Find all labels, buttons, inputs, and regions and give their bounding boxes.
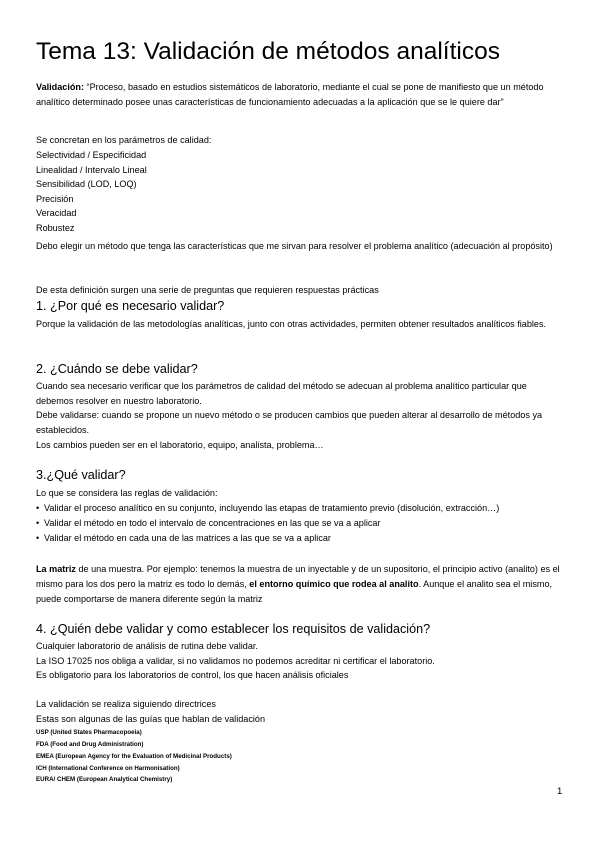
q1-text: Porque la validación de las metodologías analíticas, junto con otras actividades, permiten obtener resultados analíticos fiables. (36, 319, 547, 329)
param-item: Robustez (36, 223, 75, 233)
page-title: Tema 13: Validación de métodos analíticos (36, 38, 500, 65)
q3-bullet: • Validar el método en cada una de las matrices a las que se va a aplicar (36, 531, 331, 546)
bullet-icon: • (36, 518, 40, 528)
guide-item: EMEA (European Agency for the Evaluation of Medicinal Products) (36, 753, 232, 760)
page-number: 1 (557, 786, 563, 797)
param-item: Sensibilidad (LOD, LOQ) (36, 179, 137, 189)
directrices-line: La validación se realiza siguiendo directrices (36, 699, 216, 709)
bullet-icon: • (36, 533, 40, 543)
q2-paragraph: Cuando sea necesario verificar que los parámetros de calidad del método se adecuan al problema analítico particular que debemos resolver en nuestro laboratorio. (36, 381, 527, 406)
q2-paragraph: Debe validarse: cuando se propone un nuevo método o se producen cambios que pueden alterar al desarrollo de métodos ya establecidos. (36, 410, 543, 435)
q4-heading: 4. ¿Quién debe validar y como establecer los requisitos de validación? (36, 622, 431, 636)
q2-heading: 2. ¿Cuándo se debe validar? (36, 362, 198, 376)
q4-line: La ISO 17025 nos obliga a validar, si no validamos no podemos acreditar ni certificar el laboratorio. (36, 656, 435, 666)
bullet-icon: • (36, 503, 40, 513)
validacion-label: Validación: (36, 82, 85, 92)
guide-item: ICH (International Conference on Harmonisation) (36, 765, 180, 772)
q3-bullet: • Validar el proceso analítico en su conjunto, incluyendo las etapas de tratamiento previo (disolución, extracción…) (36, 501, 499, 516)
q2-paragraph: Los cambios pueden ser en el laboratorio, equipo, analista, problema… (36, 440, 324, 450)
q4-line: Cualquier laboratorio de análisis de rutina debe validar. (36, 641, 258, 651)
param-item: Precisión (36, 194, 74, 204)
guide-item: FDA (Food and Drug Administration) (36, 741, 144, 748)
q3-intro: Lo que se considera las reglas de validación: (36, 488, 218, 498)
param-item: Linealidad / Intervalo Lineal (36, 165, 147, 175)
param-item: Veracidad (36, 208, 77, 218)
guide-item: USP (United States Pharmacopoeia) (36, 729, 142, 736)
matriz-paragraph: La matriz de una muestra. Por ejemplo: tenemos la muestra de un inyectable y de un supositorio, el principio activo (analito) es el mismo para los dos pero la matriz es todo lo demás, el entorno químico que rodea al analito. Aunque el analito sea el mismo, puede comportarse de manera diferente según la matriz (36, 564, 560, 604)
validacion-definition (36, 80, 564, 110)
param-item: Selectividad / Especificidad (36, 150, 147, 160)
preguntas-intro: De esta definición surgen una serie de preguntas que requieren respuestas prácticas (36, 285, 379, 295)
directrices-line: Estas son algunas de las guías que hablan de validación (36, 714, 266, 724)
guide-item: EURA/ CHEM (European Analytical Chemistry) (36, 776, 173, 783)
q1-heading: 1. ¿Por qué es necesario validar? (36, 299, 225, 313)
params-intro: Se concretan en los parámetros de calidad: (36, 135, 212, 145)
elegir-paragraph: Debo elegir un método que tenga las características que me sirvan para resolver el problema analítico (adecuación al propósito) (36, 241, 553, 251)
q3-heading: 3.¿Qué validar? (36, 468, 126, 482)
q3-bullet: • Validar el método en todo el intervalo de concentraciones en las que se va a aplicar (36, 516, 381, 531)
validacion-text: “Proceso, basado en estudios sistemáticos de laboratorio, mediante el cual se pone de manifiesto que un método analítico determinado posee unas características de funcionamiento adecuadas a la aplicación que se le quiere dar” (36, 82, 544, 107)
q4-line: Es obligatorio para los laboratorios de control, los que hacen análisis oficiales (36, 670, 349, 680)
